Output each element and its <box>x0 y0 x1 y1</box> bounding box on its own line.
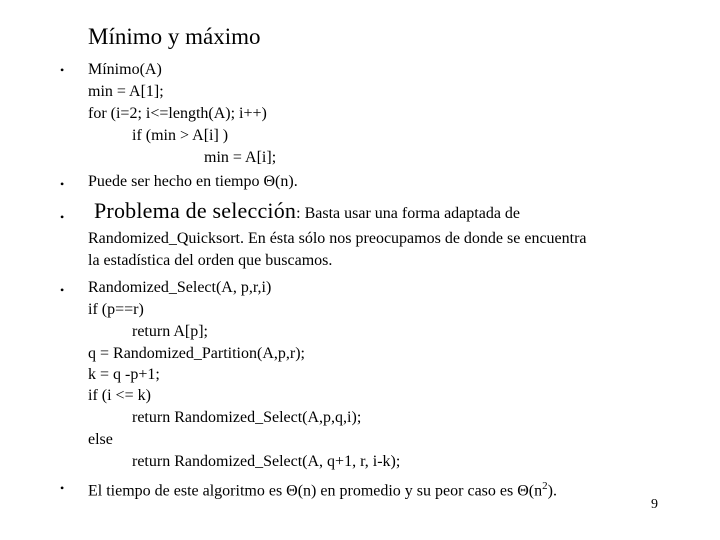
code-line-min-assign: min = A[i]; <box>204 149 277 166</box>
code-line-return-right: return Randomized_Select(A, q+1, r, i-k); <box>132 453 401 470</box>
selection-heading: Problema de selección <box>94 198 297 223</box>
bullet-5: • <box>60 481 65 495</box>
bullet-4: • <box>60 283 65 297</box>
selection-paragraph-line-1 <box>94 200 520 225</box>
bullet-1: • <box>60 63 65 77</box>
code-line-if-min: if (min > A[i] ) <box>132 127 229 144</box>
code-line-if-p-equals-r: if (p==r) <box>88 301 144 318</box>
code-line-partition: q = Randomized_Partition(A,p,r); <box>88 345 305 362</box>
code-line-minimo-signature: Mínimo(A) <box>88 61 162 78</box>
running-time-text <box>88 475 557 502</box>
code-line-for-loop: for (i=2; i<=length(A); i++) <box>88 105 267 122</box>
running-time-end: ). <box>547 482 557 500</box>
selection-heading-suffix: : Basta usar una forma adaptada de <box>296 205 521 222</box>
code-line-select-signature: Randomized_Select(A, p,r,i) <box>88 279 272 296</box>
code-line-return-left: return Randomized_Select(A,p,q,i); <box>132 409 362 426</box>
code-line-return-ap: return A[p]; <box>132 323 208 340</box>
exponent: 2 <box>542 480 548 492</box>
running-time-main: El tiempo de este algoritmo es Θ(n) en promedio y su peor caso es Θ(n <box>88 482 543 500</box>
bullet-3: • <box>60 210 65 224</box>
bullet-2: • <box>60 177 65 191</box>
page-number: 9 <box>651 497 658 512</box>
code-line-else: else <box>88 431 113 448</box>
code-line-if-i-le-k: if (i <= k) <box>88 387 151 404</box>
selection-paragraph-line-3: la estadística del orden que buscamos. <box>88 252 333 269</box>
selection-paragraph-line-2: Randomized_Quicksort. En ésta sólo nos preocupamos de donde se encuentra <box>88 230 587 247</box>
code-line-min-init: min = A[1]; <box>88 83 164 100</box>
complexity-text: Puede ser hecho en tiempo Θ(n). <box>88 173 298 190</box>
code-line-k-assign: k = q -p+1; <box>88 366 160 383</box>
slide-title: Mínimo y máximo <box>88 24 261 49</box>
